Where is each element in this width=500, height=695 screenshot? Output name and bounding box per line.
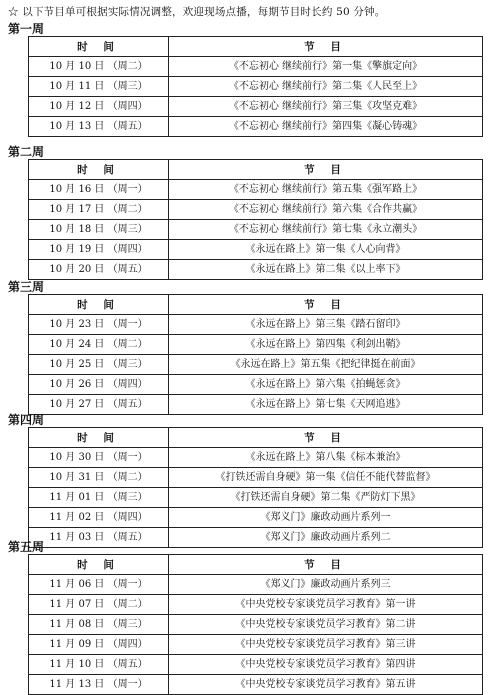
program-cell: 《永远在路上》第七集《天网追逃》: [169, 395, 483, 415]
table-row: [29, 655, 483, 675]
table-row: [29, 508, 483, 528]
table-row: [29, 200, 483, 220]
time-cell: 10 月 23 日 （周一）: [29, 315, 169, 335]
table-header-row: [29, 428, 483, 448]
week-title-3: 第三周: [8, 280, 45, 294]
table-row: [29, 675, 483, 695]
week-title-5: 第五周: [8, 540, 45, 554]
table-row: [29, 260, 483, 280]
program-cell: 《中央党校专家谈党员学习教育》第二讲: [169, 615, 483, 635]
program-cell: 《永远在路上》第二集《以上率下》: [169, 260, 483, 280]
table-row: [29, 375, 483, 395]
program-cell: 《不忘初心 继续前行》第七集《永立潮头》: [169, 220, 483, 240]
table-header-row: [29, 555, 483, 575]
header-program: 节 目: [169, 555, 483, 575]
program-cell: 《永远在路上》第三集《踏石留印》: [169, 315, 483, 335]
week-title-2: 第二周: [8, 145, 45, 159]
program-cell: 《不忘初心 继续前行》第四集《凝心铸魂》: [169, 117, 483, 137]
table-row: [29, 615, 483, 635]
table-row: [29, 240, 483, 260]
time-cell: 11 月 06 日 （周一）: [29, 575, 169, 595]
time-cell: 10 月 12 日 （周四）: [29, 97, 169, 117]
time-cell: 11 月 10 日 （周五）: [29, 655, 169, 675]
program-cell: 《不忘初心 继续前行》第三集《攻坚克难》: [169, 97, 483, 117]
week-title-1: 第一周: [8, 22, 45, 36]
program-cell: 《郑义门》廉政动画片系列三: [169, 575, 483, 595]
week-table-2: [28, 159, 483, 280]
program-cell: 《中央党校专家谈党员学习教育》第一讲: [169, 595, 483, 615]
program-cell: 《中央党校专家谈党员学习教育》第三讲: [169, 635, 483, 655]
program-cell: 《永远在路上》第四集《利剑出鞘》: [169, 335, 483, 355]
time-cell: 10 月 19 日 （周四）: [29, 240, 169, 260]
header-program: 节 目: [169, 428, 483, 448]
time-cell: 10 月 10 日 （周二）: [29, 57, 169, 77]
table-row: [29, 635, 483, 655]
time-cell: 10 月 17 日 （周二）: [29, 200, 169, 220]
time-cell: 10 月 25 日 （周三）: [29, 355, 169, 375]
header-time: 时 间: [29, 555, 169, 575]
program-cell: 《永远在路上》第八集《标本兼治》: [169, 448, 483, 468]
time-cell: 10 月 26 日 （周四）: [29, 375, 169, 395]
table-row: [29, 355, 483, 375]
table-row: [29, 97, 483, 117]
week-table-1: [28, 36, 483, 137]
table-header-row: [29, 295, 483, 315]
time-cell: 11 月 02 日 （周四）: [29, 508, 169, 528]
program-cell: 《永远在路上》第五集《把纪律挺在前面》: [169, 355, 483, 375]
header-program: 节 目: [169, 295, 483, 315]
program-cell: 《永远在路上》第六集《拍蝇惩贪》: [169, 375, 483, 395]
header-time: 时 间: [29, 428, 169, 448]
time-cell: 11 月 09 日 （周四）: [29, 635, 169, 655]
program-cell: 《中央党校专家谈党员学习教育》第四讲: [169, 655, 483, 675]
header-time: 时 间: [29, 295, 169, 315]
header-program: 节 目: [169, 37, 483, 57]
table-row: [29, 117, 483, 137]
time-cell: 11 月 03 日 （周五）: [29, 528, 169, 548]
table-row: [29, 77, 483, 97]
time-cell: 11 月 13 日 （周一）: [29, 675, 169, 695]
header-time: 时 间: [29, 160, 169, 180]
table-header-row: [29, 160, 483, 180]
program-cell: 《不忘初心 继续前行》第六集《合作共赢》: [169, 200, 483, 220]
program-cell: 《永远在路上》第一集《人心向背》: [169, 240, 483, 260]
schedule-note: ☆ 以下节目单可根据实际情况调整，欢迎现场点播，每期节目时长约 50 分钟。: [8, 6, 386, 18]
time-cell: 10 月 24 日 （周二）: [29, 335, 169, 355]
program-cell: 《不忘初心 继续前行》第一集《擎旗定向》: [169, 57, 483, 77]
week-table-4: [28, 427, 483, 548]
header-time: 时 间: [29, 37, 169, 57]
program-cell: 《打铁还需自身硬》第一集《信任不能代替监督》: [169, 468, 483, 488]
table-row: [29, 315, 483, 335]
program-cell: 《不忘初心 继续前行》第五集《强军路上》: [169, 180, 483, 200]
table-row: [29, 595, 483, 615]
week-title-4: 第四周: [8, 413, 45, 427]
header-program: 节 目: [169, 160, 483, 180]
time-cell: 10 月 11 日 （周三）: [29, 77, 169, 97]
time-cell: 10 月 30 日 （周一）: [29, 448, 169, 468]
table-header-row: [29, 37, 483, 57]
time-cell: 11 月 08 日 （周三）: [29, 615, 169, 635]
time-cell: 10 月 31 日 （周二）: [29, 468, 169, 488]
table-row: [29, 57, 483, 77]
table-row: [29, 468, 483, 488]
time-cell: 10 月 16 日 （周一）: [29, 180, 169, 200]
time-cell: 10 月 18 日 （周三）: [29, 220, 169, 240]
time-cell: 10 月 20 日 （周五）: [29, 260, 169, 280]
time-cell: 11 月 07 日 （周二）: [29, 595, 169, 615]
program-cell: 《郑义门》廉政动画片系列二: [169, 528, 483, 548]
program-cell: 《不忘初心 继续前行》第二集《人民至上》: [169, 77, 483, 97]
week-table-3: [28, 294, 483, 415]
table-row: [29, 528, 483, 548]
table-row: [29, 575, 483, 595]
table-row: [29, 335, 483, 355]
program-cell: 《打铁还需自身硬》第二集《严防灯下黑》: [169, 488, 483, 508]
time-cell: 10 月 13 日 （周五）: [29, 117, 169, 137]
table-row: [29, 395, 483, 415]
table-row: [29, 488, 483, 508]
time-cell: 10 月 27 日 （周五）: [29, 395, 169, 415]
program-cell: 《郑义门》廉政动画片系列一: [169, 508, 483, 528]
program-cell: 《中央党校专家谈党员学习教育》第五讲: [169, 675, 483, 695]
table-row: [29, 220, 483, 240]
table-row: [29, 448, 483, 468]
table-row: [29, 180, 483, 200]
time-cell: 11 月 01 日 （周三）: [29, 488, 169, 508]
